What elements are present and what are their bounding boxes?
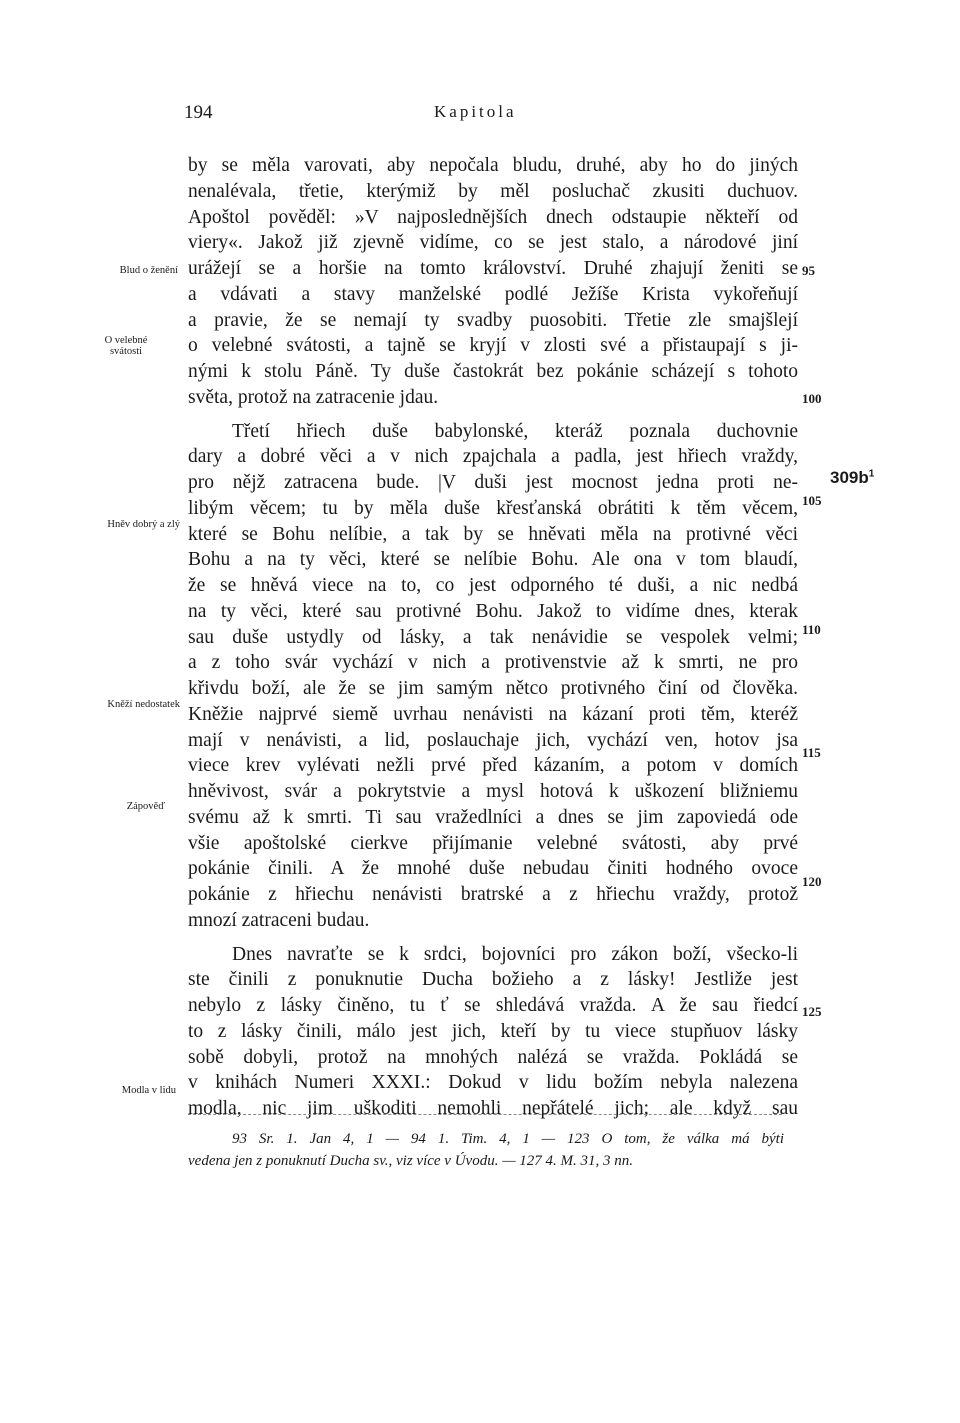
text-line: Apoštol pověděl: »V najposlednějších dnech odstaupie někteří od [188,206,798,228]
text-line: které se Bohu nelíbie, a tak by se hněvati měla na protivné věci [188,523,798,545]
text-line: a vdávati a stavy manželské podlé Ježíše Krista vykořeňují [188,283,798,305]
text-line: pro nějž zatracena bude. |V duši jest mocnost jedna proti ne- [188,472,798,493]
footnote-line: vedena jen z ponuknutí Ducha sv., viz více v Úvodu. — 127 4. M. 31, 3 nn. [188,1153,634,1169]
text-line: na ty věci, které sau protivné Bohu. Jakož to vidíme dnes, kterak [188,600,798,622]
margin-note-knezi: Kněží nedostatek [107,699,180,710]
text-line: nými k stolu Páně. Ty duše častokrát bez pokánie scházejí s tohoto [188,361,798,382]
paragraph-start-line: Dnes navraťte se k srdci, bojovníci pro zákon boží, všecko-li [232,943,798,965]
text-line: dary a dobré věci a v nich zpajchala a padla, jest hřiech vraždy, [188,446,798,468]
page-number: 194 [184,102,213,123]
text-line: a pravie, že se nemají ty svadby puosobiti. Třetie zle smajšlejí [188,309,798,331]
text-line: viece krev vylévati nežli prvé před kázaním, a potom v domích [188,755,798,777]
footnotes [188,1128,784,1172]
text-line: sobě dobyli, protož na mnohých nalézá se vražda. Pokládá se [188,1046,798,1068]
margin-note-svatosti: O velebné svátosti [104,335,148,357]
footnote-line: 93 Sr. 1. Jan 4, 1 — 94 1. Tim. 4, 1 — 123 O tom, že válka má býti [232,1131,784,1147]
text-line: pokánie z hřiechu nenávisti bratrské a z hřiechu vraždy, protož [188,884,798,905]
text-line: hněvivost, svár a pokrytstvie a mysl hotová k uškození bližniemu [188,781,798,802]
text-line: mají v nenávisti, a lid, poslauchaje jich, vychází ven, hotov jsa [188,729,798,751]
line-number: 115 [802,745,821,760]
body-text [188,153,798,1122]
folio-superscript: 1 [868,468,875,480]
text-line: Kněžie najprvé siemě uvrhau nenávisti na kázaní proti těm, kteréž [188,703,798,725]
folio-text: 309b [830,468,869,487]
text-line: ste činili z ponuknutie Ducha božieho a z lásky! Jestliže jest [188,969,798,991]
text-line: nebylo z lásky činěno, tu ť se shledává vražda. A že sau řiedcí [188,995,798,1016]
line-number: 125 [802,1004,822,1019]
page-header [0,102,960,126]
text-line: nenalévala, třetie, kterýmiž by měl posluchač zkusiti duchuov. [188,180,798,202]
folio-marker [830,468,874,488]
text-line: urážejí se a horšie na tomto království. Druhé zhajují ženiti se [188,258,798,279]
line-number: 100 [802,391,822,406]
line-number: 110 [802,622,821,637]
line-number: 120 [802,874,822,889]
text-line: Bohu a na ty věci, které se nelíbie Bohu. Ale ona v tom blaudí, [188,549,798,571]
text-line: modla, nic jim uškoditi nemohli nepřátelé jich; ale když sau [188,1098,798,1119]
margin-note-zapoved: Zápověď [126,801,165,812]
running-title: Kapitola [434,102,517,121]
text-line: pokánie činili. A že mnohé duše nebudau činiti hodného ovoce [188,858,798,880]
text-line: mnozí zatraceni budau. [188,909,370,931]
text-line: sau duše ustydly od lásky, a tak nenávidie se vespolek velmi; [188,626,798,648]
text-line: by se měla varovati, aby nepočala bludu, druhé, aby ho do jiných [188,155,798,176]
paragraph-start-line: Třetí hřiech duše babylonské, kteráž poznala duchovnie [232,420,798,442]
text-line: a z toho svár vychází v nich a protivenstvie až k smrti, ne pro [188,652,798,674]
text-line: libým věcem; tu by měla duše křesťanská obrátiti k těm věcem, [188,497,798,519]
line-number: 105 [802,493,822,508]
line-number: 95 [802,263,815,278]
margin-note-hnev: Hněv dobrý a zlý [107,519,180,530]
margin-note-blud: Blud o ženění [119,265,178,276]
text-line: to z lásky činili, málo jest jich, kteří by tu viece stupňuov lásky [188,1020,798,1042]
text-line: všie apoštolské cierkve přijímanie velebné svátosti, aby prvé [188,832,798,854]
text-line: v knihách Numeri XXXI.: Dokud v lidu božím nebyla nalezena [188,1072,798,1094]
text-line: viery«. Jakož již zjevně vidíme, co se jest stalo, a národové jiní [188,232,798,254]
text-line: světa, protož na zatracenie jdau. [188,386,439,408]
text-line: svému až k smrti. Ti sau vražedlníci a dnes se jim zapoviedá ode [188,806,798,828]
text-line: o velebné svátosti, a tajně se kryjí v zlosti své a přistaupají s ji- [188,335,798,357]
text-line: že se hněvá viece na to, co jest odporného té duši, a nic nedbá [188,575,798,596]
text-line: křivdu boží, ale že se jim samým nětco protivného činí od člověka. [188,678,798,699]
footnote-separator [188,1114,782,1115]
margin-note-modla: Modla v lidu [121,1085,176,1096]
